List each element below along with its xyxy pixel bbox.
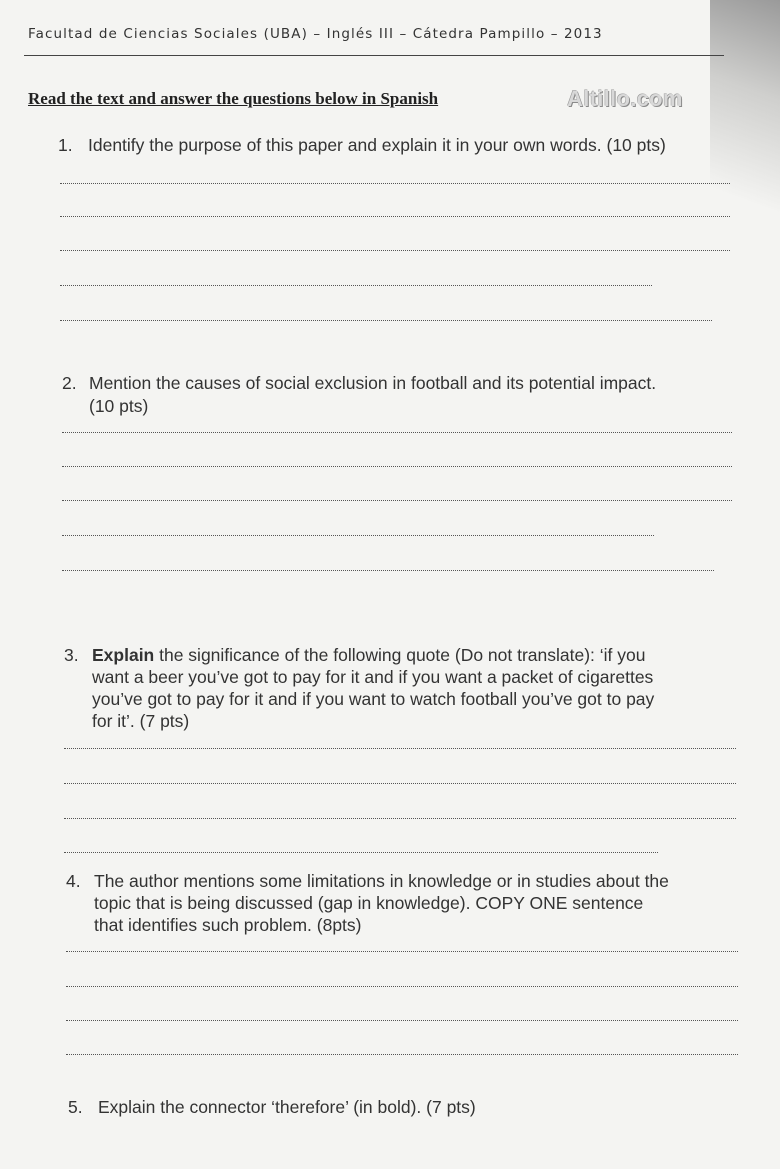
question-text: want a beer you’ve got to pay for it and if you want a packet of cigarettes (92, 667, 654, 687)
question-text: topic that is being discussed (gap in knowledge). COPY ONE sentence (94, 893, 644, 913)
bold-keyword: Explain (92, 645, 155, 665)
scan-shadow (710, 0, 780, 260)
question-text: The author mentions some limitations in knowledge or in studies about the (94, 871, 669, 891)
answer-line[interactable] (60, 216, 730, 217)
question-text: Identify the purpose of this paper and explain it in your own words. (10 pts) (88, 135, 666, 155)
answer-line[interactable] (66, 1020, 738, 1021)
question-text: for it’. (7 pts) (92, 711, 190, 731)
answer-line[interactable] (60, 183, 730, 184)
answer-line[interactable] (64, 852, 658, 853)
question-text: (10 pts) (89, 396, 149, 416)
question-1 (58, 134, 758, 158)
question-text: the significance of the following quote (Do not translate): ‘if you (154, 645, 646, 665)
question-number: 1. (58, 135, 73, 155)
question-number: 4. (66, 871, 81, 891)
answer-line[interactable] (64, 783, 736, 784)
header-divider (24, 55, 724, 56)
question-5 (68, 1096, 668, 1120)
answer-line[interactable] (64, 818, 736, 819)
question-number: 2. (62, 373, 77, 393)
question-number: 5. (68, 1097, 83, 1117)
question-text: you’ve got to pay for it and if you want to watch football you’ve got to pay (92, 689, 655, 709)
answer-line[interactable] (62, 535, 654, 536)
answer-line[interactable] (60, 320, 712, 321)
answer-line[interactable] (60, 285, 652, 286)
question-text: Explain the connector ‘therefore’ (in bold). (7 pts) (98, 1097, 476, 1117)
question-text: that identifies such problem. (8pts) (94, 915, 362, 935)
answer-line[interactable] (62, 432, 732, 433)
question-number: 3. (64, 645, 79, 665)
answer-line[interactable] (62, 500, 732, 501)
answer-line[interactable] (64, 748, 736, 749)
question-2 (62, 372, 742, 418)
watermark-logo: Altillo.com (567, 86, 683, 111)
question-text: Mention the causes of social exclusion in football and its potential impact. (89, 373, 657, 393)
question-4 (66, 870, 756, 938)
question-text-line (92, 644, 646, 666)
answer-line[interactable] (60, 250, 730, 251)
answer-line[interactable] (66, 951, 738, 952)
exam-header: Facultad de Ciencias Sociales (UBA) – Inglés III – Cátedra Pampillo – 2013 (28, 26, 603, 42)
answer-line[interactable] (66, 986, 738, 987)
answer-line[interactable] (66, 1054, 738, 1055)
instructions-heading: Read the text and answer the questions below in Spanish (28, 89, 439, 108)
question-3 (64, 644, 744, 736)
answer-line[interactable] (62, 466, 732, 467)
answer-line[interactable] (62, 570, 714, 571)
